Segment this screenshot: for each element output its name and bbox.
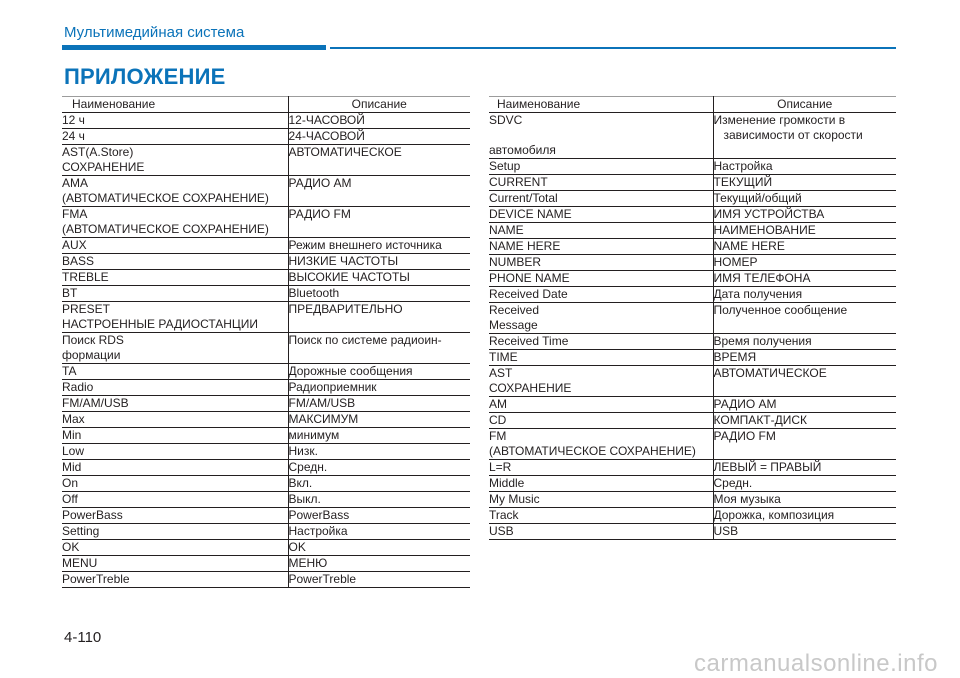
- term-cell: [62, 428, 288, 444]
- description-line: Средн.: [713, 476, 753, 490]
- term-line: OK: [62, 540, 80, 554]
- term-cell: [489, 334, 713, 350]
- term-line: CD: [489, 413, 507, 427]
- term-line: Off: [62, 492, 78, 506]
- description-cell: [288, 444, 470, 460]
- table-row: [62, 476, 470, 492]
- description-cell: [288, 333, 470, 364]
- term-line: Current/Total: [489, 191, 558, 205]
- term-line: AM: [489, 397, 507, 411]
- description-cell: [288, 524, 470, 540]
- description-cell: [713, 492, 896, 508]
- term-cell: [489, 159, 713, 175]
- term-cell: [62, 540, 288, 556]
- table-row: [62, 302, 470, 333]
- term-line: FM: [489, 429, 507, 443]
- description-cell: [713, 175, 896, 191]
- term-cell: [489, 223, 713, 239]
- term-cell: [62, 113, 288, 129]
- table-row: [62, 207, 470, 238]
- table-row: [489, 159, 896, 175]
- description-line: Режим внешнего источника: [288, 238, 442, 252]
- description-line: Выкл.: [288, 492, 321, 506]
- term-cell: [62, 556, 288, 572]
- description-cell: [288, 572, 470, 588]
- table-row: [489, 350, 896, 366]
- term-line: НАСТРОЕННЫЕ РАДИОСТАНЦИИ: [62, 317, 259, 331]
- description-line: Дорожные сообщения: [288, 364, 413, 378]
- column-header-name: Наименование: [489, 97, 713, 113]
- term-line: BASS: [62, 254, 95, 268]
- description-line: NAME HERE: [713, 239, 785, 253]
- description-cell: [288, 254, 470, 270]
- term-line: PowerTreble: [62, 572, 130, 586]
- table-row: [489, 191, 896, 207]
- description-cell: [288, 396, 470, 412]
- term-line: СОХРАНЕНИЕ: [489, 381, 572, 395]
- table-row: [62, 364, 470, 380]
- description-line: OK: [288, 540, 306, 554]
- term-line: SDVC: [489, 113, 523, 127]
- term-cell: [62, 286, 288, 302]
- term-line: Received: [489, 303, 540, 317]
- term-line: On: [62, 476, 79, 490]
- description-line: РАДИО AM: [288, 176, 352, 190]
- term-cell: [62, 129, 288, 145]
- table-row: [489, 413, 896, 429]
- description-line: Bluetooth: [288, 286, 340, 300]
- term-cell: [489, 366, 713, 397]
- term-line: Middle: [489, 476, 525, 490]
- table-row: [62, 333, 470, 364]
- header-rule-accent: [62, 45, 326, 50]
- table-row: [62, 428, 470, 444]
- term-line: Message: [489, 318, 538, 332]
- term-line: (АВТОМАТИЧЕСКОЕ СОХРАНЕНИЕ): [62, 222, 269, 236]
- description-line: АВТОМАТИЧЕСКОЕ: [288, 145, 402, 159]
- term-cell: [62, 364, 288, 380]
- table-row: [62, 556, 470, 572]
- term-line: Setting: [62, 524, 100, 538]
- term-cell: [62, 380, 288, 396]
- description-cell: [288, 460, 470, 476]
- table-row: [62, 254, 470, 270]
- description-cell: [713, 413, 896, 429]
- term-line: (АВТОМАТИЧЕСКОЕ СОХРАНЕНИЕ): [62, 191, 269, 205]
- term-cell: [62, 572, 288, 588]
- term-line: BT: [62, 286, 78, 300]
- description-cell: [288, 302, 470, 333]
- term-cell: [489, 350, 713, 366]
- table-row: [62, 508, 470, 524]
- table-row: [62, 412, 470, 428]
- term-line: FMA: [62, 207, 88, 221]
- term-cell: [62, 207, 288, 238]
- table-row: [489, 429, 896, 460]
- description-line: Поиск по системе радиоин-: [288, 333, 442, 347]
- description-line: Полученное сообщение: [713, 303, 848, 317]
- description-cell: [288, 207, 470, 238]
- table-row: [62, 460, 470, 476]
- term-cell: [489, 207, 713, 223]
- column-header-description: Описание: [288, 97, 470, 113]
- table-row: [489, 287, 896, 303]
- table-row: [489, 207, 896, 223]
- term-cell: [489, 239, 713, 255]
- description-cell: [713, 350, 896, 366]
- column-header-description: Описание: [713, 97, 896, 113]
- term-line: PRESET: [62, 302, 111, 316]
- term-line: Radio: [62, 380, 94, 394]
- term-cell: [489, 413, 713, 429]
- term-cell: [62, 176, 288, 207]
- description-cell: [713, 397, 896, 413]
- term-cell: [62, 396, 288, 412]
- description-line: Изменение громкости в: [713, 113, 846, 127]
- description-cell: [713, 476, 896, 492]
- table-row: [62, 270, 470, 286]
- term-line: My Music: [489, 492, 540, 506]
- description-cell: [288, 380, 470, 396]
- table-row: [489, 366, 896, 397]
- description-cell: [288, 270, 470, 286]
- description-line: НАИМЕНОВАНИЕ: [713, 223, 816, 237]
- term-line: 12 ч: [62, 113, 85, 127]
- term-cell: [62, 254, 288, 270]
- description-cell: [288, 428, 470, 444]
- term-line: формации: [62, 348, 121, 362]
- term-line: USB: [489, 524, 514, 538]
- term-cell: [489, 476, 713, 492]
- term-cell: [62, 333, 288, 364]
- description-cell: [713, 159, 896, 175]
- table-row: [62, 492, 470, 508]
- term-cell: [62, 524, 288, 540]
- description-cell: [713, 524, 896, 540]
- description-line: ПРЕДВАРИТЕЛЬНО: [288, 302, 403, 316]
- description-cell: [713, 271, 896, 287]
- description-line: Настройка: [288, 524, 348, 538]
- term-line: 24 ч: [62, 129, 85, 143]
- table-row: [489, 113, 896, 159]
- description-line: Моя музыка: [713, 492, 781, 506]
- term-line: DEVICE NAME: [489, 207, 572, 221]
- table-row: [62, 540, 470, 556]
- description-line: Текущий/общий: [713, 191, 802, 205]
- description-cell: [288, 540, 470, 556]
- term-line: TIME: [489, 350, 518, 364]
- section-title: Мультимедийная система: [64, 24, 245, 41]
- term-cell: [62, 302, 288, 333]
- description-cell: [288, 476, 470, 492]
- table-row: [62, 380, 470, 396]
- description-line: ТЕКУЩИЙ: [713, 175, 773, 189]
- term-line: L=R: [489, 460, 512, 474]
- term-line: AST(A.Store): [62, 145, 134, 159]
- term-line: Mid: [62, 460, 82, 474]
- description-line: РАДИО AM: [713, 397, 777, 411]
- term-line: TA: [62, 364, 77, 378]
- page-number: 4-110: [64, 629, 102, 646]
- description-line: НОМЕР: [713, 255, 758, 269]
- description-cell: [288, 286, 470, 302]
- term-cell: [489, 492, 713, 508]
- description-line: АВТОМАТИЧЕСКОЕ: [713, 366, 827, 380]
- table-row: [62, 176, 470, 207]
- table-row: [62, 129, 470, 145]
- term-line: AUX: [62, 238, 87, 252]
- description-line: ИМЯ УСТРОЙСТВА: [713, 207, 825, 221]
- description-cell: [288, 176, 470, 207]
- term-line: (АВТОМАТИЧЕСКОЕ СОХРАНЕНИЕ): [489, 444, 696, 458]
- table-row: [489, 175, 896, 191]
- column-header-name: Наименование: [62, 97, 288, 113]
- term-line: CURRENT: [489, 175, 548, 189]
- description-line: PowerTreble: [288, 572, 357, 586]
- description-line: Радиоприемник: [288, 380, 377, 394]
- term-cell: [62, 270, 288, 286]
- table-row: [62, 396, 470, 412]
- description-line: Дата получения: [713, 287, 803, 301]
- description-cell: [713, 303, 896, 334]
- term-cell: [489, 508, 713, 524]
- term-line: NAME HERE: [489, 239, 561, 253]
- term-cell: [62, 145, 288, 176]
- term-cell: [62, 444, 288, 460]
- term-cell: [489, 524, 713, 540]
- table-row: [62, 145, 470, 176]
- table-row: [489, 334, 896, 350]
- term-line: Track: [489, 508, 519, 522]
- description-line: ВЫСОКИЕ ЧАСТОТЫ: [288, 270, 410, 284]
- table-row: [62, 113, 470, 129]
- description-line: ИМЯ ТЕЛЕФОНА: [713, 271, 811, 285]
- term-cell: [489, 397, 713, 413]
- term-cell: [489, 460, 713, 476]
- term-cell: [62, 508, 288, 524]
- description-cell: [713, 429, 896, 460]
- description-cell: [288, 113, 470, 129]
- watermark: carmanualsonline.info: [694, 650, 938, 677]
- term-line: автомобиля: [489, 143, 556, 157]
- table-row: [489, 303, 896, 334]
- description-line: FM/AM/USB: [288, 396, 356, 410]
- description-line: РАДИО FM: [288, 207, 351, 221]
- table-header-row: [62, 97, 470, 113]
- term-cell: [489, 303, 713, 334]
- term-line: FM/AM/USB: [62, 396, 129, 410]
- term-cell: [62, 476, 288, 492]
- description-cell: [713, 366, 896, 397]
- term-line: СОХРАНЕНИЕ: [62, 160, 145, 174]
- table-row: [62, 444, 470, 460]
- table-row: [62, 238, 470, 254]
- term-line: Low: [62, 444, 85, 458]
- table-row: [489, 397, 896, 413]
- description-cell: [288, 129, 470, 145]
- glossary-table-left: [62, 96, 470, 588]
- description-cell: [288, 238, 470, 254]
- description-cell: [713, 113, 896, 159]
- description-cell: [713, 508, 896, 524]
- glossary-table-right: [489, 96, 896, 540]
- description-cell: [713, 287, 896, 303]
- term-line: AMA: [62, 176, 89, 190]
- term-cell: [62, 460, 288, 476]
- table-row: [62, 572, 470, 588]
- table-header-row: [489, 97, 896, 113]
- term-cell: [489, 191, 713, 207]
- term-line: Max: [62, 412, 85, 426]
- term-line: Received Time: [489, 334, 569, 348]
- term-cell: [489, 255, 713, 271]
- description-line: Низк.: [288, 444, 318, 458]
- description-line: USB: [713, 524, 739, 538]
- description-line: PowerBass: [288, 508, 350, 522]
- description-line: Дорожка, композиция: [713, 508, 835, 522]
- description-cell: [288, 556, 470, 572]
- table-row: [489, 239, 896, 255]
- description-cell: [288, 412, 470, 428]
- table-row: [489, 223, 896, 239]
- description-cell: [713, 191, 896, 207]
- table-row: [489, 524, 896, 540]
- description-line: МАКСИМУМ: [288, 412, 359, 426]
- header-rule: [330, 47, 896, 49]
- table-row: [62, 286, 470, 302]
- term-cell: [489, 271, 713, 287]
- description-line: КОМПАКТ-ДИСК: [713, 413, 808, 427]
- description-line: ЛЕВЫЙ = ПРАВЫЙ: [713, 460, 822, 474]
- term-line: NUMBER: [489, 255, 542, 269]
- table-row: [489, 255, 896, 271]
- table-row: [489, 508, 896, 524]
- term-cell: [489, 175, 713, 191]
- description-cell: [713, 460, 896, 476]
- term-line: TREBLE: [62, 270, 109, 284]
- page-title: ПРИЛОЖЕНИЕ: [64, 64, 226, 89]
- term-line: [489, 128, 713, 143]
- table-row: [489, 271, 896, 287]
- description-line: Средн.: [288, 460, 328, 474]
- description-cell: [288, 145, 470, 176]
- term-cell: [62, 412, 288, 428]
- term-cell: [489, 113, 713, 159]
- term-line: Setup: [489, 159, 521, 173]
- description-cell: [713, 334, 896, 350]
- term-line: Min: [62, 428, 82, 442]
- term-cell: [489, 287, 713, 303]
- term-line: PowerBass: [62, 508, 123, 522]
- term-line: NAME: [489, 223, 524, 237]
- description-line: МЕНЮ: [288, 556, 328, 570]
- term-line: MENU: [62, 556, 98, 570]
- table-row: [62, 524, 470, 540]
- term-cell: [62, 492, 288, 508]
- description-line: НИЗКИЕ ЧАСТОТЫ: [288, 254, 399, 268]
- term-line: PHONE NAME: [489, 271, 570, 285]
- description-cell: [713, 223, 896, 239]
- description-line: Настройка: [713, 159, 773, 173]
- description-line: 24-ЧАСОВОЙ: [288, 129, 365, 143]
- description-line: 12-ЧАСОВОЙ: [288, 113, 365, 127]
- description-cell: [288, 508, 470, 524]
- description-cell: [288, 364, 470, 380]
- description-cell: [713, 239, 896, 255]
- term-line: Received Date: [489, 287, 568, 301]
- term-cell: [62, 238, 288, 254]
- description-cell: [288, 492, 470, 508]
- description-cell: [713, 207, 896, 223]
- description-line: Время получения: [713, 334, 812, 348]
- description-line: Вкл.: [288, 476, 313, 490]
- table-row: [489, 492, 896, 508]
- description-cell: [713, 255, 896, 271]
- description-line: РАДИО FM: [713, 429, 776, 443]
- term-line: Поиск RDS: [62, 333, 124, 347]
- table-row: [489, 460, 896, 476]
- table-row: [489, 476, 896, 492]
- description-line: минимум: [288, 428, 340, 442]
- description-line: зависимости от скорости: [723, 128, 863, 142]
- term-cell: [489, 429, 713, 460]
- description-line: ВРЕМЯ: [713, 350, 757, 364]
- term-line: AST: [489, 366, 513, 380]
